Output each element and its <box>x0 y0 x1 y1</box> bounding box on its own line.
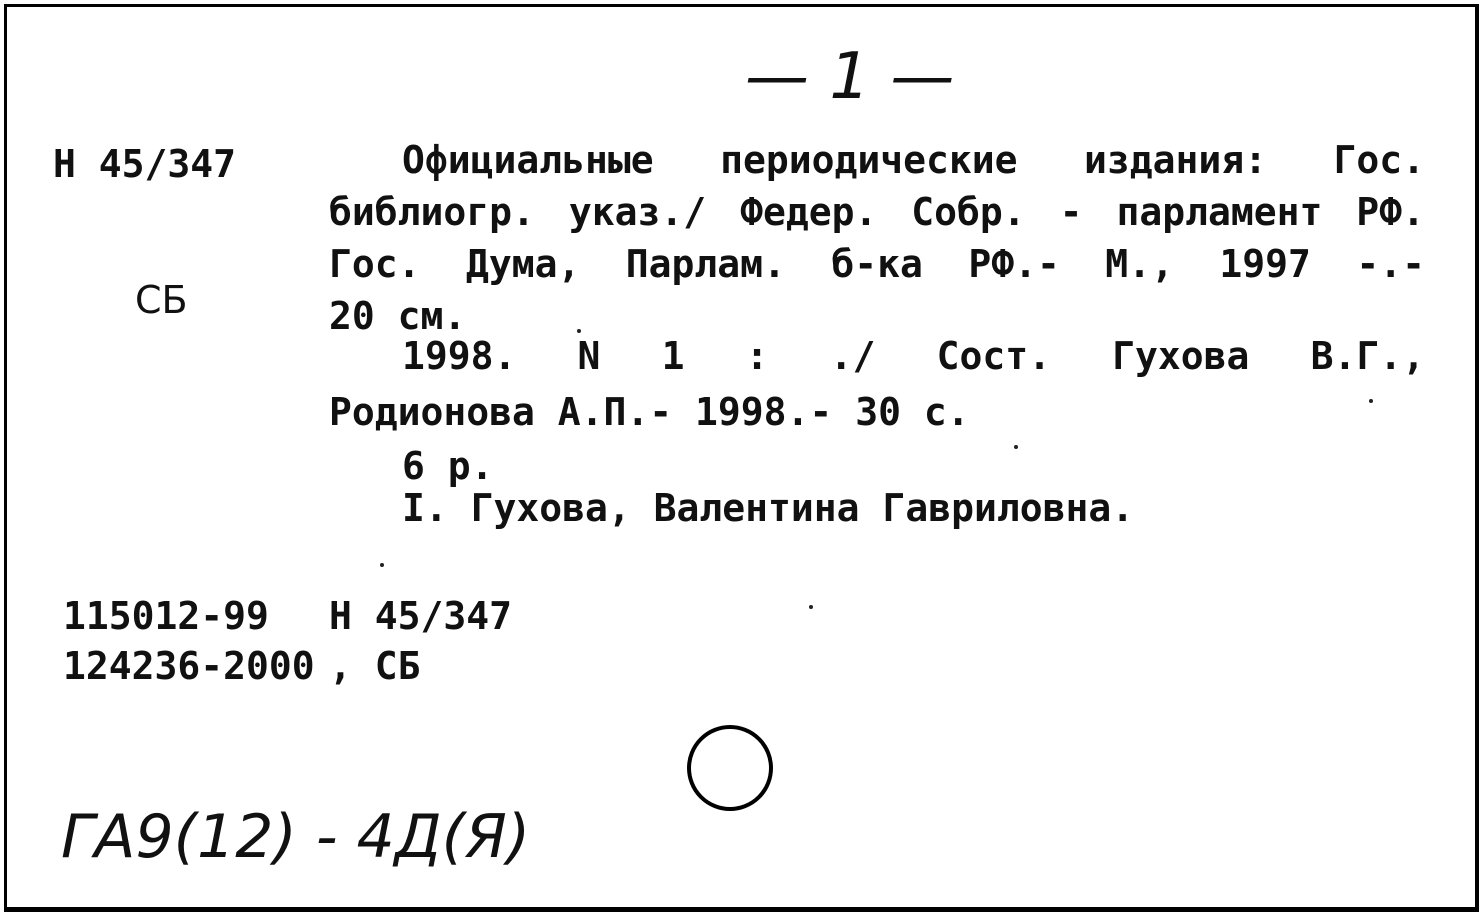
word: Гос. <box>329 242 421 286</box>
speck <box>380 563 384 567</box>
description-line-2 <box>329 190 1425 234</box>
word: периодические <box>720 138 1018 182</box>
word: издания: <box>1084 138 1268 182</box>
word: -.- <box>1356 242 1425 286</box>
word: 1997 <box>1219 242 1311 286</box>
word: Официальные <box>402 138 654 182</box>
location-code: СБ <box>135 278 188 322</box>
speck <box>577 329 581 333</box>
description-line-4: 20 см. <box>329 294 467 338</box>
page-number: — 1 — <box>745 40 955 114</box>
word: 1 <box>661 334 685 378</box>
tracing: I. Гухова, Валентина Гавриловна. <box>402 486 1135 530</box>
inventory-location: , СБ <box>329 644 421 688</box>
word: Дума, <box>465 242 581 286</box>
word: Сост. <box>936 334 1051 378</box>
word: Гухова <box>1112 334 1250 378</box>
price: 6 р. <box>402 444 494 488</box>
word: б-ка <box>831 242 923 286</box>
word: ./ <box>829 334 876 378</box>
word: N <box>577 334 601 378</box>
word: В.Г., <box>1310 334 1425 378</box>
description-line-5 <box>402 334 1425 378</box>
word: 1998. <box>402 334 517 378</box>
word: Собр. <box>911 190 1026 234</box>
word: парламент <box>1116 190 1323 234</box>
word: РФ.- <box>968 242 1060 286</box>
description-line-6: Родионова А.П.- 1998.- 30 с. <box>329 390 970 434</box>
word: - <box>1059 190 1083 234</box>
description-line-1 <box>402 138 1425 182</box>
word: Федер. <box>740 190 878 234</box>
speck <box>1014 445 1018 449</box>
description-line-3 <box>329 242 1425 286</box>
word: М., <box>1105 242 1174 286</box>
word: Гос. <box>1333 138 1425 182</box>
circle-stamp <box>687 725 773 811</box>
word: : <box>745 334 769 378</box>
speck <box>1369 399 1373 403</box>
speck <box>809 605 813 609</box>
catalog-card <box>4 4 1479 912</box>
classification-code: ГА9(12) - 4Д(Я) <box>61 802 531 872</box>
inventory-number: 124236-2000 <box>63 644 315 688</box>
word: библиогр. <box>329 190 535 234</box>
word: Парлам. <box>625 242 786 286</box>
inventory-number: 115012-99 <box>63 594 269 638</box>
word: указ./ <box>568 190 707 234</box>
inventory-location: Н 45/347 <box>329 594 513 638</box>
shelf-mark: Н 45/347 <box>53 142 237 186</box>
word: РФ. <box>1356 190 1425 234</box>
